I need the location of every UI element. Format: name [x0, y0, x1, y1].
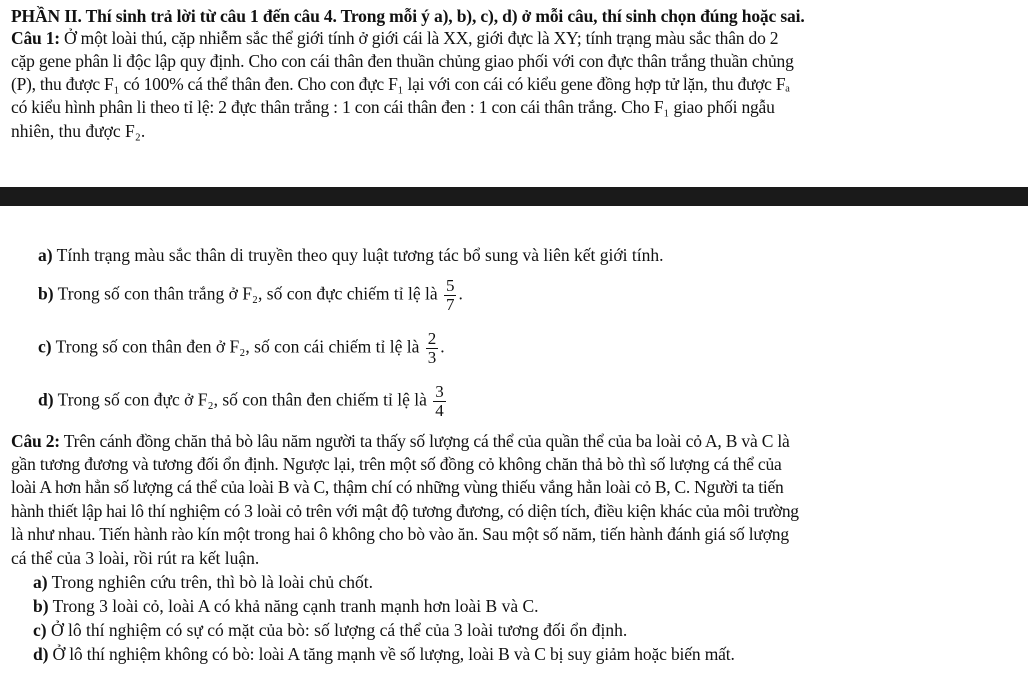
fraction-denominator: 3: [427, 348, 437, 367]
q1-option-b-after: .: [458, 283, 463, 304]
q2-stem-line-4: hành thiết lập hai lô thí nghiệm có 3 loài cỏ trên với mật độ tương đương, có diện tích, điều kiện khác của môi trường: [11, 501, 799, 521]
q1-label: Câu 1:: [11, 28, 60, 48]
q1-option-c: [38, 330, 445, 367]
q2-option-c: [33, 619, 627, 641]
q2-option-a: [33, 571, 373, 593]
q2-option-b-text: Trong 3 loài cỏ, loài A có khả năng cạnh tranh mạnh hơn loài B và C.: [48, 596, 539, 616]
q2-stem-line-3: loài A hơn hẳn số lượng cá thể của loài B và C, thậm chí có những vùng thiếu vắng hẳn loài cỏ B, C. Người ta tiến: [11, 477, 784, 497]
divider-band: [0, 187, 1028, 206]
q1-option-d-fraction: [433, 383, 446, 420]
q2-option-c-text: Ở lô thí nghiệm có sự có mặt của bò: số lượng cá thể của 3 loài tương đối ổn định.: [46, 620, 628, 640]
q1-stem-line-4: có kiểu hình phân li theo tỉ lệ: 2 đực thân trắng : 1 con cái thân đen : 1 con cái thân trắng. Cho F₁ giao phối ngẫu: [11, 97, 775, 117]
fraction-denominator: 4: [435, 401, 444, 420]
q1-stem-line-3: (P), thu được F₁ có 100% cá thể thân đen. Cho con đực F₁ lại với con cái có kiểu gene đồng hợp tử lặn, thu được Fₐ: [11, 74, 790, 94]
q1-option-b: [38, 277, 463, 314]
q1-option-a-text: Tính trạng màu sắc thân di truyền theo quy luật tương tác bổ sung và liên kết giới tính.: [52, 245, 664, 265]
q2-option-d-text: Ở lô thí nghiệm không có bò: loài A tăng mạnh về số lượng, loài B và C bị suy giảm hoặc biến mất.: [48, 644, 735, 664]
q1-option-c-text: Trong số con thân đen ở F₂, số con cái chiếm tỉ lệ là: [51, 336, 420, 357]
q2-label: Câu 2:: [11, 431, 60, 451]
q1-option-a: [38, 244, 663, 266]
q2-option-b-label: b): [33, 596, 49, 616]
q1-option-c-after: .: [440, 336, 445, 357]
q2-option-a-label: a): [33, 572, 48, 592]
q2-option-d-label: d): [33, 644, 49, 664]
q2-option-a-text: Trong nghiên cứu trên, thì bò là loài chủ chốt.: [47, 572, 373, 592]
q2-stem-text-1: Trên cánh đồng chăn thả bò lâu năm người ta thấy số lượng cá thể của quần thể của ba loài cỏ A, B và C là: [59, 431, 790, 451]
q2-stem-line-2: gần tương đương và tương đối ổn định. Ngược lại, trên một số đồng cỏ không chăn thả bò thì số lượng cá thể của: [11, 454, 782, 474]
q2-option-d: [33, 643, 735, 665]
fraction-denominator: 7: [445, 295, 455, 314]
q1-stem-line-1: [11, 27, 778, 49]
q2-option-c-label: c): [33, 620, 47, 640]
q1-option-a-label: a): [38, 245, 53, 265]
q1-option-b-label: b): [38, 283, 54, 304]
fraction-numerator: 5: [445, 276, 455, 295]
fraction-numerator: 3: [435, 382, 444, 401]
q1-option-d: [38, 383, 448, 420]
q1-option-c-label: c): [38, 336, 52, 357]
q1-option-b-text: Trong số con thân trắng ở F₂, số con đực chiếm tỉ lệ là: [53, 283, 438, 304]
q1-option-c-fraction: [426, 330, 439, 367]
q2-stem-line-5: là như nhau. Tiến hành rào kín một trong hai ô không cho bò vào ăn. Sau một số năm, tiến hành đánh giá số lượng: [11, 524, 789, 544]
q1-option-d-text: Trong số con đực ở F₂, số con thân đen chiếm tỉ lệ là: [53, 389, 427, 410]
fraction-numerator: 2: [427, 329, 437, 348]
q1-stem-line-2: cặp gene phân li độc lập quy định. Cho con cái thân đen thuần chủng giao phối với con đực thân trắng thuần chủng: [11, 51, 794, 71]
q1-stem-text-1: Ở một loài thú, cặp nhiễm sắc thể giới tính ở giới cái là XX, giới đực là XY; tính trạng màu sắc thân do 2: [59, 28, 779, 48]
q1-stem-line-5: nhiên, thu được F₂.: [11, 121, 146, 141]
q2-stem-line-6: cá thể của 3 loài, rồi rút ra kết luận.: [11, 548, 260, 568]
q1-option-d-label: d): [38, 389, 54, 410]
part-instructions: PHẦN II. Thí sinh trả lời từ câu 1 đến câu 4. Trong mỗi ý a), b), c), d) ở mỗi câu, thí sinh chọn đúng hoặc sai.: [11, 6, 805, 26]
q2-option-b: [33, 595, 539, 617]
q2-stem-line-1: [11, 430, 790, 452]
q1-option-b-fraction: [444, 277, 457, 314]
